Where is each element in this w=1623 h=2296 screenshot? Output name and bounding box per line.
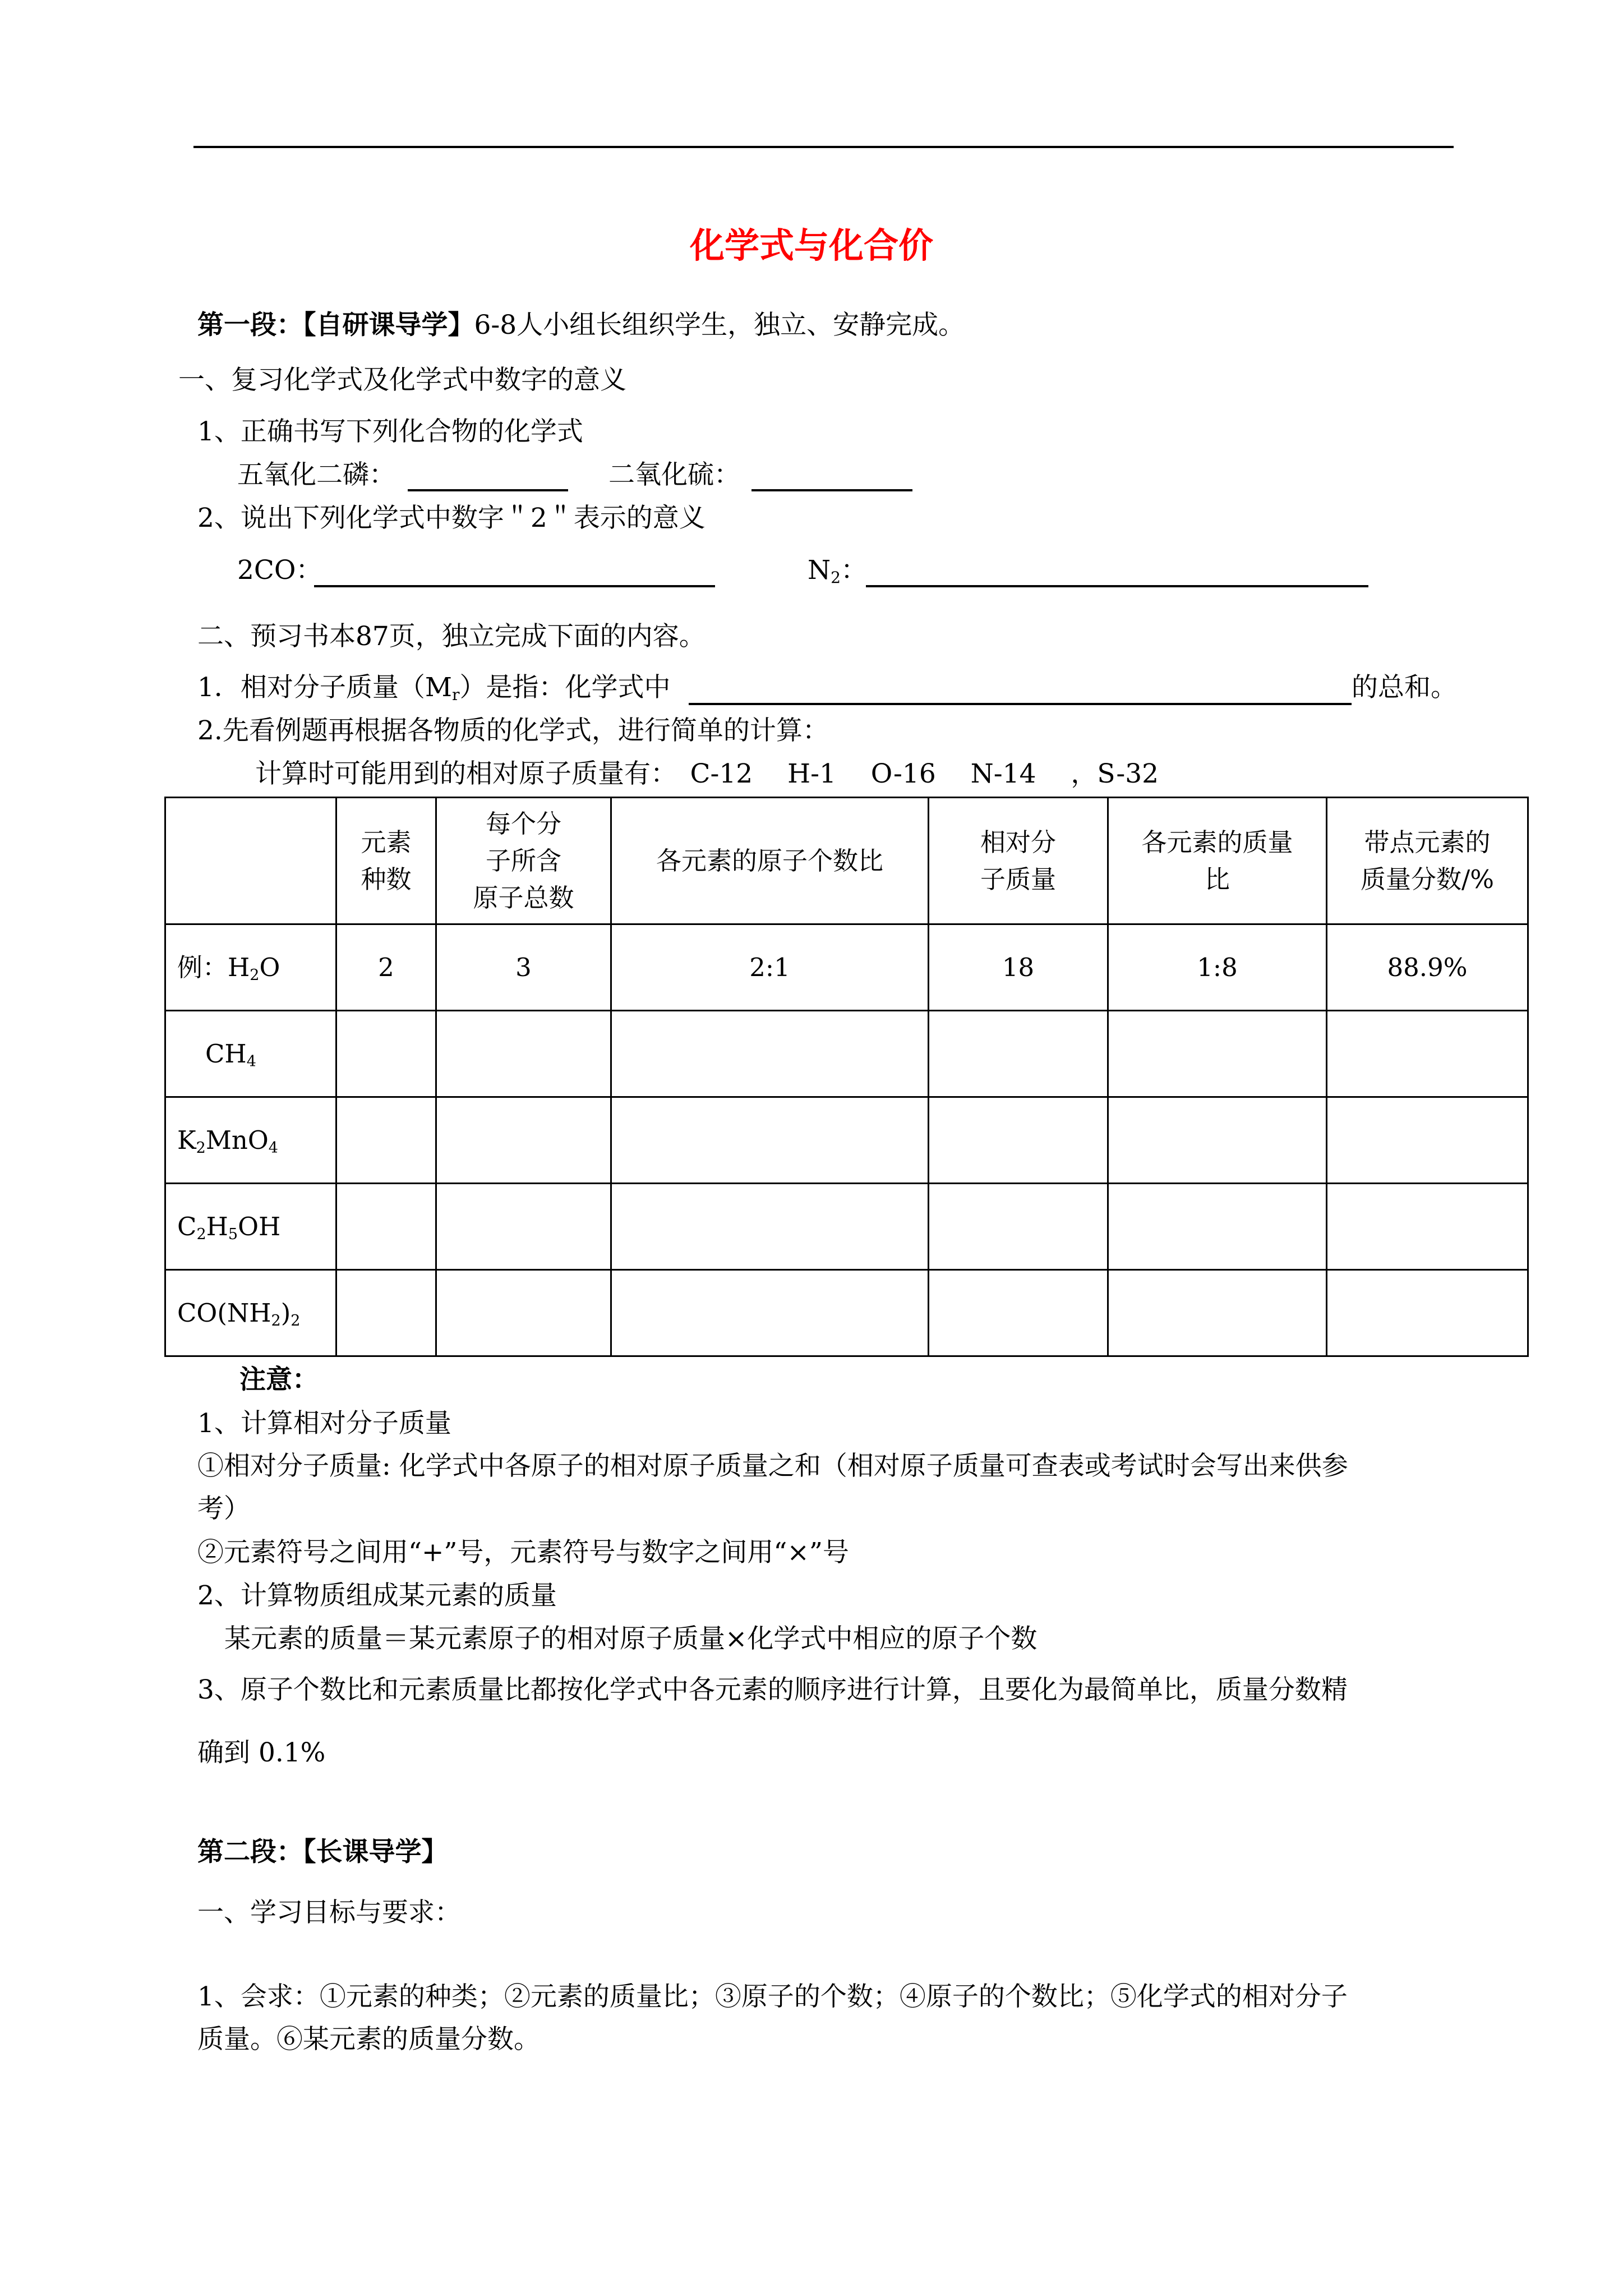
row-label-example — [165, 924, 336, 1011]
row-label-k2mno4 — [165, 1097, 336, 1184]
p2-line1-before: 1．相对分子质量（M — [197, 672, 453, 703]
header-atom-ratio: 各元素的原子个数比 — [611, 798, 929, 924]
answer-cell[interactable] — [436, 1270, 611, 1356]
header-molecular-mass: 相对分 子质量 — [929, 798, 1108, 924]
q1-blank-b[interactable] — [751, 489, 912, 491]
example-label-suffix: O — [259, 952, 280, 982]
answer-cell[interactable] — [929, 1184, 1108, 1270]
table-row — [165, 1270, 1528, 1356]
q1-label-b: 二氧化硫： — [608, 459, 740, 490]
p2-line1-sub: r — [452, 685, 460, 705]
header-mass-ratio: 各元素的质量 比 — [1108, 798, 1327, 924]
example-cell: 88.9% — [1327, 924, 1528, 1011]
note-2a: 某元素的质量＝某元素原子的相对原子质量×化学式中相应的原子个数 — [224, 1623, 1038, 1654]
answer-cell[interactable] — [611, 1184, 929, 1270]
answer-cell[interactable] — [336, 1184, 436, 1270]
formula-text: ) — [280, 1297, 291, 1328]
calc-table — [164, 797, 1529, 1357]
note-2: 2、计算物质组成某元素的质量 — [197, 1580, 557, 1611]
formula-text: H — [206, 1211, 228, 1241]
example-cell: 3 — [436, 924, 611, 1011]
answer-cell[interactable] — [1108, 1011, 1327, 1097]
table-row — [165, 1011, 1528, 1097]
formula-text: OH — [238, 1211, 281, 1241]
question-1: 1、正确书写下列化合物的化学式 — [197, 416, 583, 447]
answer-cell[interactable] — [1327, 1184, 1528, 1270]
example-cell: 2 — [336, 924, 436, 1011]
header-rule — [193, 146, 1454, 148]
note-1a: ①相对分子质量: 化学式中各原子的相对原子质量之和（相对原子质量可查表或考试时会写出来供参 — [197, 1451, 1348, 1481]
q2-label-a: 2CO： — [237, 555, 322, 586]
answer-cell[interactable] — [929, 1011, 1108, 1097]
section1-heading-rest: 6-8人小组长组织学生，独立、安静完成。 — [474, 310, 965, 341]
p2-line2: 2.先看例题再根据各物质的化学式，进行简单的计算： — [197, 715, 829, 746]
header-empty — [165, 798, 336, 924]
row-label-urea — [165, 1270, 336, 1356]
section2-item1: 1、会求：①元素的种类；②元素的质量比；③原子的个数；④原子的个数比；⑤化学式的相对分子 — [197, 1981, 1348, 2012]
part2-title: 二、预习书本87页，独立完成下面的内容。 — [197, 621, 706, 652]
section2-item1-cont: 质量。⑥某元素的质量分数。 — [197, 2024, 540, 2055]
q2-label-b-sub: 2 — [831, 568, 841, 587]
answer-cell[interactable] — [611, 1097, 929, 1184]
note-1b: ②元素符号之间用“+”号，元素符号与数字之间用“×”号 — [197, 1537, 849, 1568]
answer-cell[interactable] — [436, 1011, 611, 1097]
answer-cell[interactable] — [1108, 1097, 1327, 1184]
answer-cell[interactable] — [1327, 1270, 1528, 1356]
formula-text: K — [177, 1125, 196, 1155]
q2-label-b-main: N — [808, 555, 831, 586]
example-cell: 18 — [929, 924, 1108, 1011]
question-2: 2、说出下列化学式中数字＂2＂表示的意义 — [197, 503, 706, 533]
answer-cell[interactable] — [929, 1270, 1108, 1356]
row-label-ch4 — [165, 1011, 336, 1097]
section2-part1: 一、学习目标与要求： — [197, 1897, 461, 1928]
q1-blank-a[interactable] — [408, 489, 568, 491]
note-1a-cont: 考） — [197, 1493, 250, 1524]
answer-cell[interactable] — [1108, 1270, 1327, 1356]
example-cell: 1:8 — [1108, 924, 1327, 1011]
formula-subscript: 2 — [291, 1312, 301, 1329]
formula-subscript: 2 — [196, 1225, 206, 1243]
p2-line1 — [197, 671, 671, 705]
example-label-sub: 2 — [250, 966, 260, 984]
part1-title: 一、复习化学式及化学式中数字的意义 — [178, 365, 626, 395]
formula-text: CO(NH — [177, 1297, 271, 1328]
answer-cell[interactable] — [1108, 1184, 1327, 1270]
q1-label-a: 五氧化二磷： — [237, 459, 395, 490]
answer-cell[interactable] — [436, 1184, 611, 1270]
answer-cell[interactable] — [611, 1011, 929, 1097]
header-mass-fraction: 带点元素的 质量分数/% — [1327, 798, 1528, 924]
section1-heading — [197, 309, 965, 342]
table-row-example — [165, 924, 1528, 1011]
note-1: 1、计算相对分子质量 — [197, 1408, 451, 1439]
section2-heading: 第二段：【长课导学】 — [197, 1837, 448, 1867]
answer-cell[interactable] — [336, 1270, 436, 1356]
answer-cell[interactable] — [611, 1270, 929, 1356]
example-label-prefix: 例：H — [177, 952, 250, 982]
notes-title: 注意： — [239, 1364, 319, 1395]
table-row — [165, 1184, 1528, 1270]
section1-heading-bold: 第一段：【自研课导学】 — [197, 310, 474, 341]
answer-cell[interactable] — [336, 1011, 436, 1097]
formula-subscript: 2 — [196, 1139, 206, 1157]
q2-label-b-colon: ： — [841, 555, 868, 586]
formula-text: MnO — [205, 1125, 269, 1155]
header-element-kinds: 元素 种数 — [336, 798, 436, 924]
answer-cell[interactable] — [929, 1097, 1108, 1184]
q2-blank-b[interactable] — [866, 585, 1368, 587]
table-header-row — [165, 798, 1528, 924]
formula-subscript: 2 — [271, 1312, 281, 1329]
answer-cell[interactable] — [336, 1097, 436, 1184]
p2-line1-after: 的总和。 — [1352, 672, 1457, 703]
q2-blank-a[interactable] — [314, 585, 715, 587]
page-title: 化学式与化合价 — [689, 225, 933, 266]
note-3: 3、原子个数比和元素质量比都按化学式中各元素的顺序进行计算，且要化为最简单比，质量分数精 — [197, 1674, 1348, 1705]
header-atom-total: 每个分 子所含 原子总数 — [436, 798, 611, 924]
formula-text: CH — [205, 1038, 247, 1069]
answer-cell[interactable] — [1327, 1097, 1528, 1184]
p2-line1-blank[interactable] — [689, 703, 1352, 705]
answer-cell[interactable] — [1327, 1011, 1528, 1097]
formula-subscript: 4 — [246, 1052, 256, 1070]
formula-subscript: 5 — [228, 1225, 238, 1243]
q2-label-b — [808, 554, 867, 587]
note-3-cont: 确到 0.1% — [197, 1737, 326, 1768]
table-row — [165, 1097, 1528, 1184]
p2-line1-mid: ）是指：化学式中 — [459, 672, 671, 703]
formula-text: C — [177, 1211, 197, 1241]
formula-subscript: 4 — [268, 1139, 278, 1157]
row-label-c2h5oh — [165, 1184, 336, 1270]
p2-line3: 计算时可能用到的相对原子质量有： C-12 H-1 O-16 N-14 ，S-32 — [255, 758, 1159, 789]
example-cell: 2:1 — [611, 924, 929, 1011]
answer-cell[interactable] — [436, 1097, 611, 1184]
